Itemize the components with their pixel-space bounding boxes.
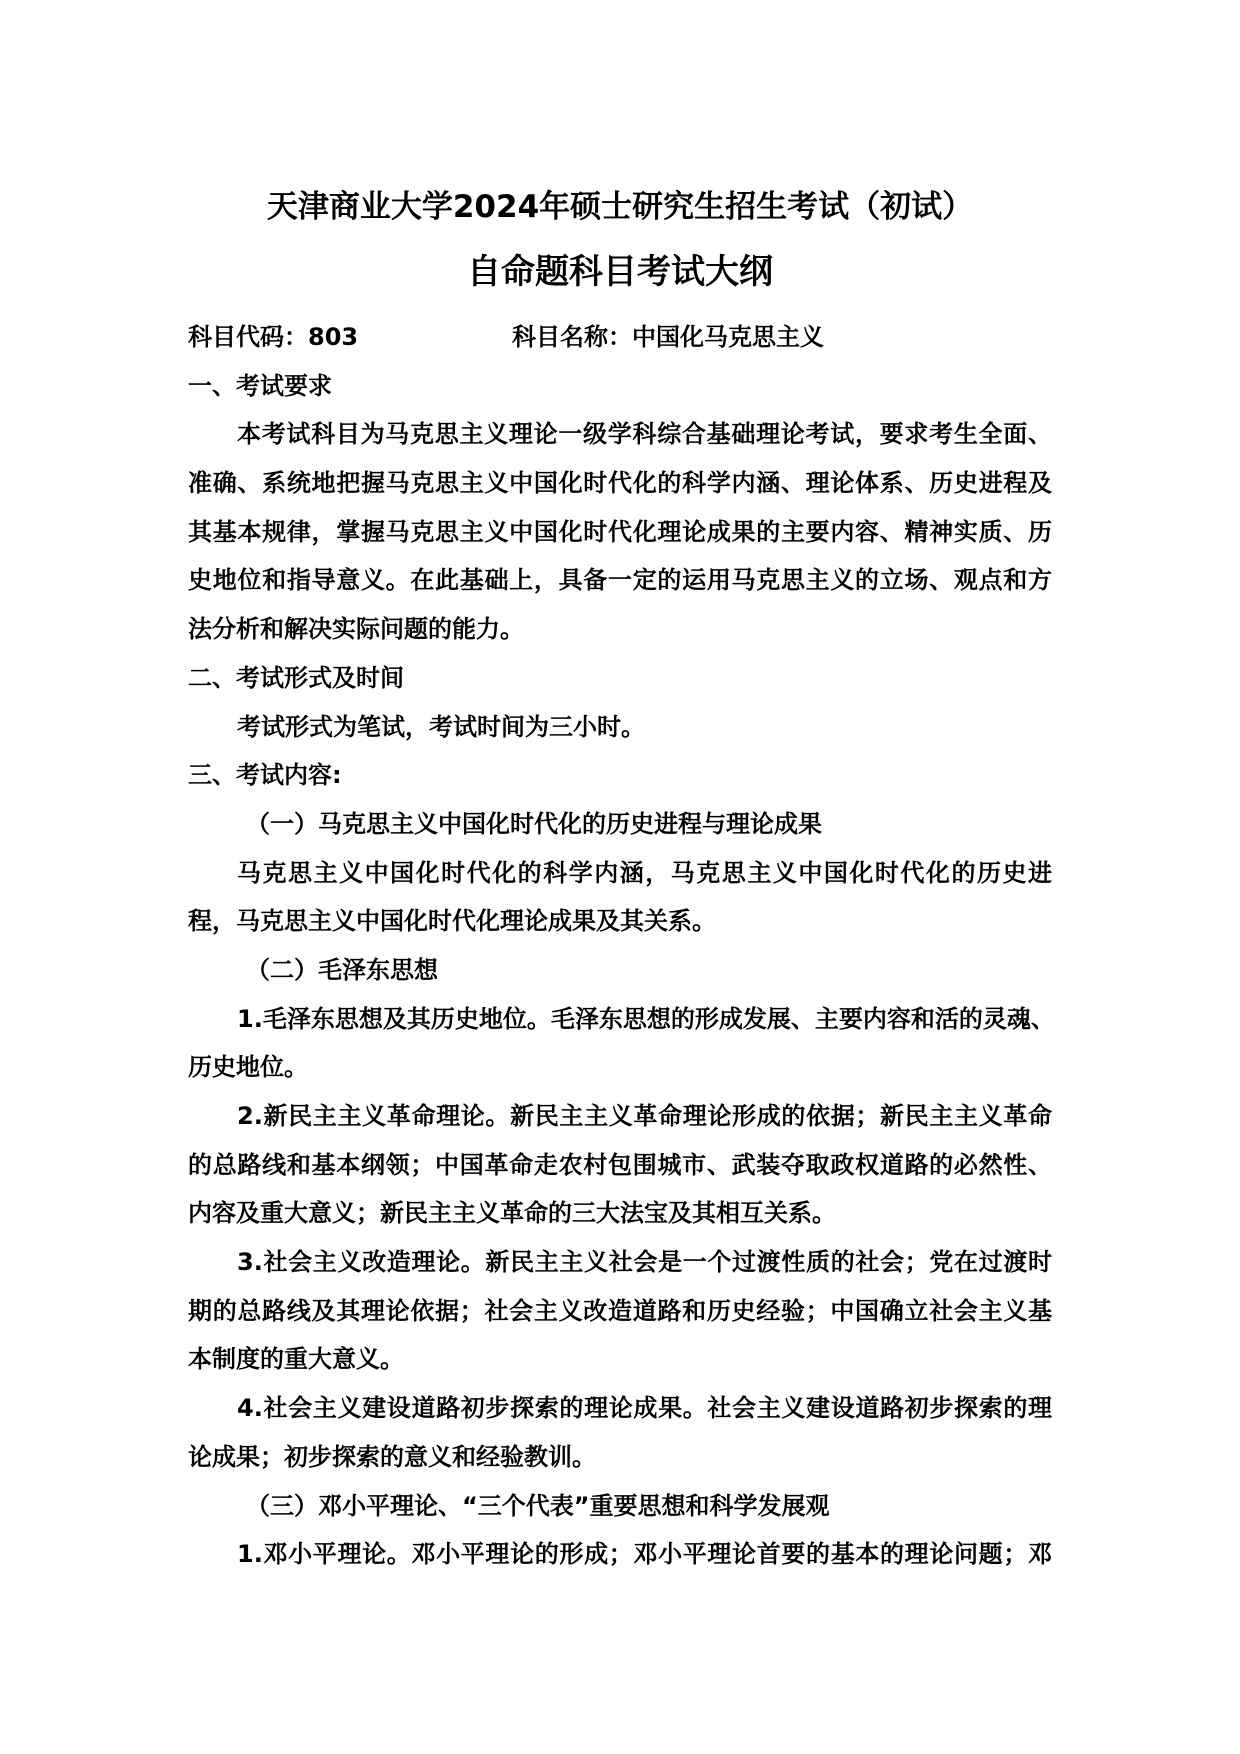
text-line: 历史地位。	[188, 1053, 308, 1082]
text-line: 的总路线和基本纲领；中国革命走农村包围城市、武装夺取政权道路的必然性、	[188, 1150, 1052, 1179]
text-line: 本制度的重大意义。	[188, 1345, 404, 1374]
section-heading: 一、考试要求	[188, 371, 332, 400]
text-line: 考试形式为笔试，考试时间为三小时。	[237, 712, 645, 741]
text-line: 4.社会主义建设道路初步探索的理论成果。社会主义建设道路初步探索的理	[237, 1394, 1052, 1423]
subject-name: 科目名称：中国化马克思主义	[512, 323, 824, 351]
text-line: 3.社会主义改造理论。新民主主义社会是一个过渡性质的社会；党在过渡时	[237, 1248, 1052, 1277]
document-body	[188, 313, 1055, 1579]
text-line: 其基本规律，掌握马克思主义中国化时代化理论成果的主要内容、精神实质、历	[188, 517, 1052, 546]
subsection-heading: （三）邓小平理论、“三个代表”重要思想和科学发展观	[246, 1491, 830, 1520]
text-line: 内容及重大意义；新民主主义革命的三大法宝及其相互关系。	[188, 1199, 836, 1228]
subsection-heading: （二）毛泽东思想	[246, 955, 438, 984]
section-heading: 三、考试内容:	[188, 761, 342, 790]
text-line: 马克思主义中国化时代化的科学内涵，马克思主义中国化时代化的历史进	[237, 858, 1052, 887]
text-line: 本考试科目为马克思主义理论一级学科综合基础理论考试，要求考生全面、	[237, 420, 1052, 449]
text-line: 史地位和指导意义。在此基础上，具备一定的运用马克思主义的立场、观点和方	[188, 566, 1052, 595]
text-line: 1.邓小平理论。邓小平理论的形成；邓小平理论首要的基本的理论问题；邓	[237, 1540, 1052, 1569]
subject-info	[188, 313, 1052, 362]
text-line: 2.新民主主义革命理论。新民主主义革命理论形成的依据；新民主主义革命	[237, 1102, 1052, 1130]
document-title: 天津商业大学2024年硕士研究生招生考试（初试）	[266, 189, 974, 225]
subject-code: 科目代码：803	[188, 323, 359, 351]
text-line: 法分析和解决实际问题的能力。	[188, 615, 524, 644]
text-line: 1.毛泽东思想及其历史地位。毛泽东思想的形成发展、主要内容和活的灵魂、	[237, 1004, 1055, 1033]
document-subtitle: 自命题科目考试大纲	[467, 252, 773, 292]
text-line: 程，马克思主义中国化时代化理论成果及其关系。	[188, 907, 716, 936]
subsection-heading: （一）马克思主义中国化时代化的历史进程与理论成果	[246, 809, 822, 838]
text-line: 期的总路线及其理论依据；社会主义改造道路和历史经验；中国确立社会主义基	[188, 1296, 1052, 1325]
text-line: 准确、系统地把握马克思主义中国化时代化的科学内涵、理论体系、历史进程及	[188, 469, 1052, 498]
section-heading: 二、考试形式及时间	[188, 663, 404, 692]
text-line: 论成果；初步探索的意义和经验教训。	[188, 1442, 596, 1471]
